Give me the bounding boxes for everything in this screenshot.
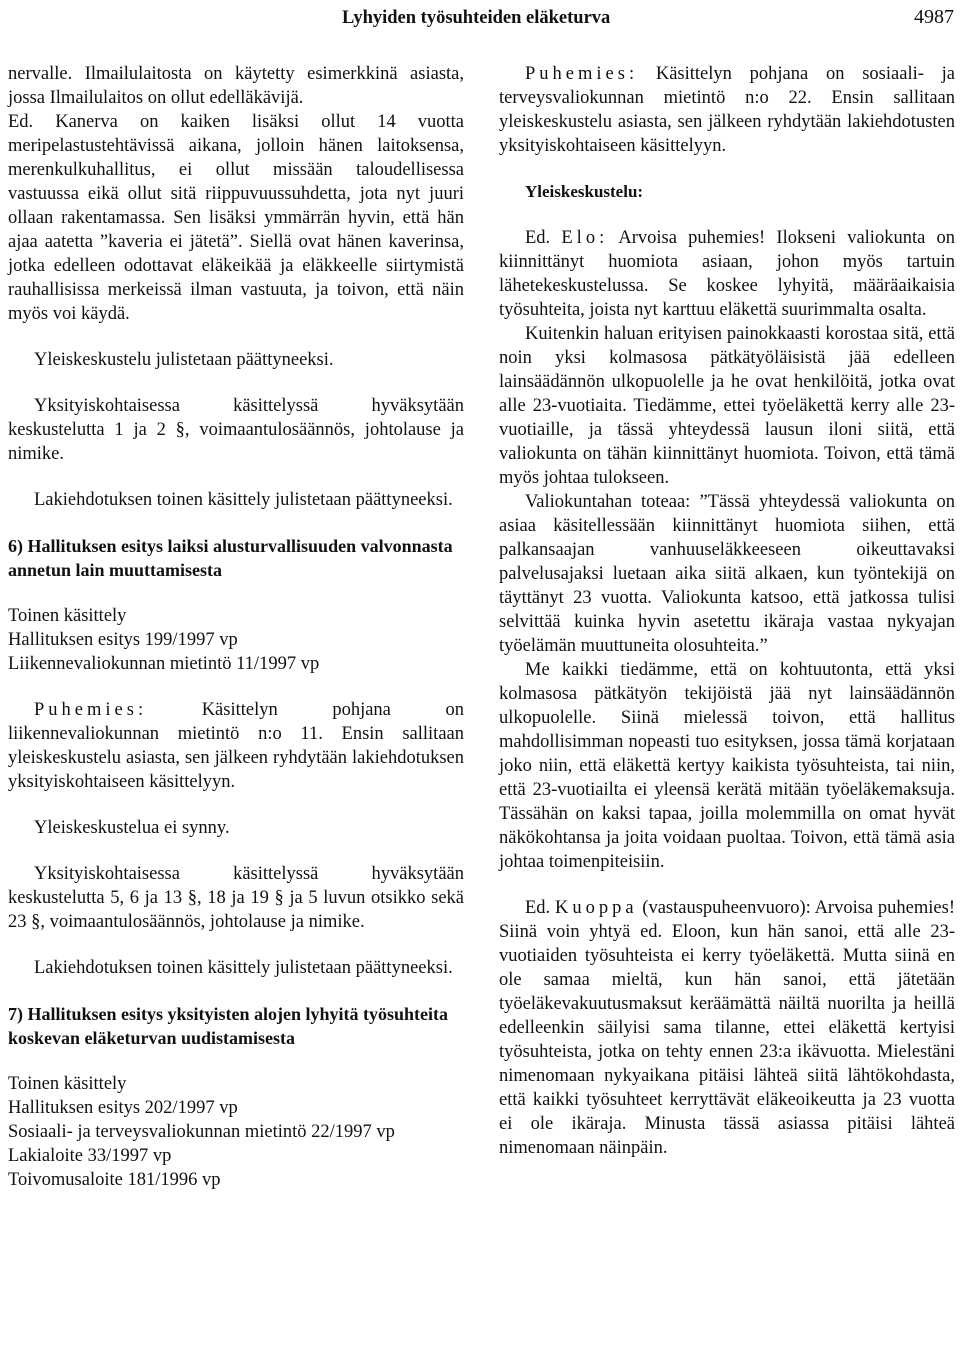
paragraph-elo-3: Me kaikki tiedämme, että on kohtuutonta, että yksi kolmasosa pätkätyön tekijöistä jää nyt lainsäädännön ulkopuolelle. Siinä mielessä toivon, että hallitus mahdollisimman nopeasti tuo esityksen, jossa tämä korjataan joko niin, että eläkettä kertyy kaikista työsuhteista, tai niin, että 23-vuotiailta ei yleensä kerätä mitään työeläkemaksuja. Tässähän on kaksi tapaa, joilla molemmilla on omat hyvät näkökohtansa ja joita voidaan puoltaa. Toivon, että tämä asia johtaa toimenpiteisiin. bbox=[499, 660, 955, 872]
speaker-text: Käsittelyn pohjana on sosiaali- ja terveysvaliokunnan mietintö n:o 22. Ensin sallitaan yleiskeskustelu asiasta, sen jälkeen ryhdytään lakiehdotusten yksityiskohtaiseen käsittelyyn. bbox=[499, 64, 955, 156]
paragraph-discussion-closed: Yleiskeskustelu julistetaan päättyneeksi. bbox=[34, 350, 334, 370]
speaker-name: Kuoppa bbox=[554, 898, 638, 918]
paragraph-elo-quote: Valiokuntahan toteaa: ”Tässä yhteydessä valiokunta on asiaa käsitellessään kiinnittänyt huomiota siihen, että palkansaajan vanhuuseläkkeeseen oikeuttavaksi palvelusajaksi luetaan aika siitä alkaen, kun työntekijä on täyttänyt 23 vuotta. Valiokunta katsoo, että jatkossa tulisi selvittää kuinka hyvin asetettu ikäraja vastaa nykyajan työelämän muuttuneita olosuhteita.” bbox=[499, 492, 955, 656]
speaker-text: Arvoisa puhemies! Ilokseni valiokunta on kiinnittänyt huomiota asiaan, johon myös tartuin lähetekeskustelussa. Se koskee lyhyitä, määräaikaisia työsuhteita, joista nyt karttuu eläkettä suurimmalta osalta. bbox=[499, 228, 955, 320]
paragraph-no-discussion: Yleiskeskustelua ei synny. bbox=[34, 818, 230, 838]
agenda-item-7-report: Sosiaali- ja terveysvaliokunnan mietintö 22/1997 vp bbox=[8, 1122, 395, 1142]
right-column bbox=[499, 62, 955, 1160]
agenda-item-6-report: Liikennevaliokunnan mietintö 11/1997 vp bbox=[8, 654, 320, 674]
paragraph-speaker-item-6 bbox=[8, 698, 464, 794]
speaker-text: (vastauspuheenvuoro): Arvoisa puhemies! Siinä voin yhtyä ed. Eloon, kun hän sanoi, että alle 23-vuotiaiden työsuhteista ei kerry työeläkettä. Mutta siinä en ole samaa mieltä, kun hän sanoi, että jätetään työeläkevakuutusmaksut keräämättä näiltä nuorilta ja heillä edelleenkin säilyisi sama tilanne, ettei eläkettä kertyisi työsuhteista, jotka on tehty ennen 23:a ikävuotta. Mielestäni nimenomaan nykyaikana pitäisi lähteä siitä lähtökohdasta, että kaikki työsuhteet kerryttävät eläkeoikeutta ja 23 vuotta ei ole ikäraja. Minusta tässä asiassa pitäisi lähteä nimenomaan näinpäin. bbox=[499, 898, 955, 1158]
paragraph-elo-speech bbox=[499, 226, 955, 322]
paragraph-reading-closed-2: Lakiehdotuksen toinen käsittely julistetaan päättyneeksi. bbox=[34, 958, 453, 978]
paragraph-speaker-item-7 bbox=[499, 62, 955, 158]
agenda-item-6-proposal: Hallituksen esitys 199/1997 vp bbox=[8, 630, 238, 650]
speaker-name: Puhemies: bbox=[34, 700, 148, 720]
page-number: 4987 bbox=[914, 6, 954, 28]
paragraph-kuoppa-speech bbox=[499, 896, 955, 1160]
left-column bbox=[8, 62, 464, 1192]
agenda-item-7-reading: Toinen käsittely bbox=[8, 1074, 127, 1094]
agenda-item-6-reading: Toinen käsittely bbox=[8, 606, 127, 626]
paragraph-continuation: nervalle. Ilmailulaitosta on käytetty esimerkkinä asiasta, jossa Ilmailulaitos on ollut edelläkävijä. bbox=[8, 64, 464, 108]
speaker-prefix: Ed. bbox=[525, 898, 555, 918]
speaker-prefix: Ed. bbox=[525, 228, 562, 248]
paragraph-elo-2: Kuitenkin haluan erityisen painokkaasti korostaa sitä, että noin yksi kolmasosa pätkätyöläisistä jää edelleen lainsäädännön ulkopuolelle ja he ovat henkilöitä, jotka ovat alle 23-vuotiaita. Tiedämme, ettei työeläkettä kerry alle 23-vuotiaille, ja tässä yhteydessä lausun iloni siitä, että valiokunta on tähän kiinnittänyt huomiota. Toivon, että tämä myös johtaa tulokseen. bbox=[499, 324, 955, 488]
agenda-item-6-heading: 6) Hallituksen esitys laiksi alusturvallisuuden valvonnasta annetun lain muuttamisesta bbox=[8, 536, 453, 580]
agenda-item-7-motion: Toivomusaloite 181/1996 vp bbox=[8, 1170, 221, 1190]
agenda-item-7-bill: Lakialoite 33/1997 vp bbox=[8, 1146, 172, 1166]
speaker-name: Elo: bbox=[561, 228, 609, 248]
running-title: Lyhyiden työsuhteiden eläketurva bbox=[342, 8, 611, 28]
paragraph-reading-closed: Lakiehdotuksen toinen käsittely julistetaan päättyneeksi. bbox=[34, 490, 453, 510]
paragraph-detailed-approval-2: Yksityiskohtaisessa käsittelyssä hyväksytään keskustelutta 5, 6 ja 13 §, 18 ja 19 § ja 5 luvun otsikko sekä 23 §, voimaantulosäännös, johtolause ja nimike. bbox=[8, 864, 464, 932]
section-subheading: Yleiskeskustelu: bbox=[525, 182, 644, 201]
speaker-name: Puhemies: bbox=[525, 64, 639, 84]
running-header bbox=[0, 4, 960, 30]
paragraph-detailed-approval: Yksityiskohtaisessa käsittelyssä hyväksytään keskustelutta 1 ja 2 §, voimaantulosäännös, johtolause ja nimike. bbox=[8, 396, 464, 464]
speaker-text: Käsittelyn pohjana on liikennevaliokunnan mietintö n:o 11. Ensin sallitaan yleiskeskustelu asiasta, sen jälkeen ryhdytään lakiehdotuksen yksityiskohtaiseen käsittelyyn. bbox=[8, 700, 464, 792]
paragraph-kanerva: Ed. Kanerva on kaiken lisäksi ollut 14 vuotta meripelastustehtävissä aikana, jolloin hänen laitoksensa, merenkulkuhallitus, ei ollut missään taloudellisessa vastuussa eikä ollut sitä riippuvuussuhdetta, jota nyt juuri ollaan rakentamassa. Sen lisäksi ymmärrän hyvin, että hän ajaa aatetta ”kaveria ei jätetä”. Siellä ovat hänen kaverinsa, jotka edelleen odottavat eläkeikää ja eläkkeelle siirtymistä rauhallisissa merkeissä ilman vastuuta, ja toivon, että näin myös voi käydä. bbox=[8, 112, 464, 324]
agenda-item-7-heading: 7) Hallituksen esitys yksityisten alojen lyhyitä työsuhteita koskevan eläketurvan uudistamisesta bbox=[8, 1004, 449, 1048]
agenda-item-7-proposal: Hallituksen esitys 202/1997 vp bbox=[8, 1098, 238, 1118]
